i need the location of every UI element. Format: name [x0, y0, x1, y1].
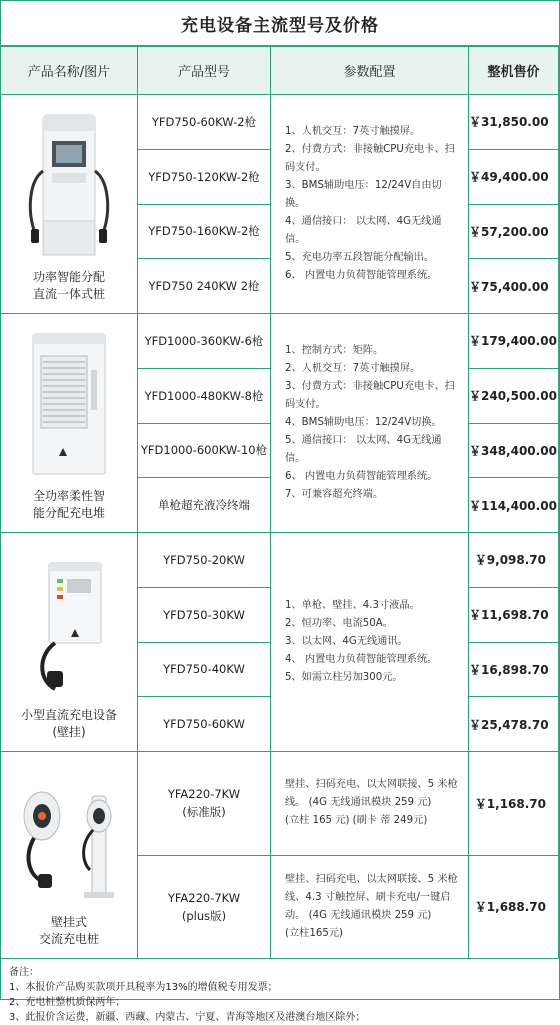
product-cell: [1, 314, 138, 533]
header-params: 参数配置: [271, 47, 469, 95]
price-cell: ￥1,688.70: [469, 855, 559, 959]
param-line: 7、可兼容超充终端。: [285, 489, 384, 500]
param-line: 2、恒功率、电流50A。: [285, 618, 393, 629]
note-line: 2、充电桩整机质保两年；: [9, 997, 126, 1008]
param-line: (立柱165元): [285, 927, 343, 939]
price-cell: ￥1,168.70: [469, 752, 559, 856]
page-title: 充电设备主流型号及价格: [1, 1, 559, 46]
note-line: 3、此报价含运费，新疆、西藏、内蒙古、宁夏、青海等地区及港澳台地区除外；: [9, 1012, 366, 1023]
product-cell: [1, 95, 138, 314]
product-name-line1: 壁挂式: [50, 915, 87, 929]
price-cell: ￥179,400.00: [469, 314, 559, 369]
params-cell: [271, 752, 469, 856]
param-line: 1、人机交互：7英寸触摸屏。: [285, 126, 421, 137]
price-cell: ￥57,200.00: [469, 204, 559, 259]
params-cell: [271, 314, 469, 533]
product-name-line2: (壁挂): [52, 725, 86, 739]
model-line1: YFA220-7KW: [167, 890, 241, 905]
header-price: 整机售价: [469, 47, 559, 95]
table-header-row: [1, 47, 559, 95]
header-product: 产品名称/图片: [1, 47, 138, 95]
model-cell: YFD1000-600KW-10枪: [138, 423, 271, 478]
table-row: [1, 533, 559, 588]
product-name-line2: 交流充电桩: [38, 932, 99, 946]
price-table: [0, 46, 559, 959]
model-cell: YFD750-30KW: [138, 587, 271, 642]
model-cell: YFD1000-360KW-6枪: [138, 314, 271, 369]
model-cell: [138, 752, 271, 856]
model-cell: YFD750 240KW 2枪: [138, 259, 271, 314]
product-name-line1: 小型直流充电设备: [20, 708, 117, 722]
price-cell: ￥49,400.00: [469, 149, 559, 204]
price-cell: ￥114,400.00: [469, 478, 559, 533]
ac-charger-icon: [14, 786, 124, 906]
param-line: 壁挂、扫码充电、以太网联接、5 米枪线、4.3 寸触控屏、刷卡充电/一键启动。 (4G 无线通讯模块 259 元): [285, 873, 458, 921]
params-cell: [271, 855, 469, 959]
param-line: 3、以太网、4G无线通讯。: [285, 636, 408, 647]
table-row: [1, 95, 559, 150]
price-cell: ￥31,850.00: [469, 95, 559, 150]
param-line: 1、控制方式：矩阵。: [285, 345, 384, 356]
model-line2: (标准版): [182, 805, 226, 820]
notes-heading: 备注：: [9, 967, 39, 978]
price-cell: ￥11,698.70: [469, 587, 559, 642]
product-name-line2: 直流一体式桩: [32, 287, 105, 301]
table-row: [1, 314, 559, 369]
power-cabinet-icon: [19, 330, 119, 480]
product-cell: [1, 752, 138, 959]
param-line: 5、如需立柱另加300元。: [285, 672, 403, 683]
price-cell: ￥25,478.70: [469, 697, 559, 752]
param-line: 5、充电功率五段智能分配输出。: [285, 252, 435, 263]
params-cell: [271, 533, 469, 752]
param-line: 3、BMS辅助电压：12/24V自由切换。: [285, 180, 442, 209]
params-cell: [271, 95, 469, 314]
model-cell: YFD750-60KW: [138, 697, 271, 752]
param-line: 壁挂、扫码充电、以太网联接、5 米枪线。 (4G 无线通讯模块 259 元): [285, 779, 458, 809]
product-name-line1: 功率智能分配: [32, 270, 105, 284]
model-cell: YFD750-160KW-2枪: [138, 204, 271, 259]
price-cell: ￥9,098.70: [469, 533, 559, 588]
param-line: 2、付费方式：非接触CPU充电卡、扫码支付。: [285, 144, 455, 173]
model-line2: (plus版): [181, 908, 227, 923]
model-line1: YFA220-7KW: [167, 787, 241, 802]
param-line: 3、付费方式：非接触CPU充电卡、扫码支付。: [285, 381, 455, 410]
price-cell: ￥240,500.00: [469, 368, 559, 423]
param-line: 4、BMS辅助电压：12/24V切换。: [285, 417, 442, 428]
dc-charger-dual-gun-icon: [21, 111, 117, 261]
price-cell: ￥16,898.70: [469, 642, 559, 697]
price-cell: ￥348,400.00: [469, 423, 559, 478]
param-line: (立柱 165 元) (刷卡 蒂 249元): [285, 815, 428, 827]
wall-dc-charger-icon: [19, 559, 119, 699]
model-cell: [138, 855, 271, 959]
model-cell: 单枪超充液冷终端: [138, 478, 271, 533]
table-row: [1, 752, 559, 856]
note-line: 1、本报价产品购买款项开具税率为13%的增值税专用发票；: [9, 982, 278, 993]
notes: [1, 959, 559, 1025]
param-line: 6、 内置电力负荷智能管理系统。: [285, 471, 438, 482]
param-line: 4、通信接口： 以太网、4G无线通信。: [285, 216, 442, 245]
model-cell: YFD750-20KW: [138, 533, 271, 588]
product-name-line1: 全功率柔性智: [32, 489, 105, 503]
product-name-line2: 能分配充电堆: [32, 506, 105, 520]
model-cell: YFD1000-480KW-8枪: [138, 368, 271, 423]
model-cell: YFD750-120KW-2枪: [138, 149, 271, 204]
header-model: 产品型号: [138, 47, 271, 95]
model-cell: YFD750-60KW-2枪: [138, 95, 271, 150]
param-line: 6、 内置电力负荷智能管理系统。: [285, 270, 438, 281]
param-line: 2、人机交互：7英寸触摸屏。: [285, 363, 421, 374]
product-cell: [1, 533, 138, 752]
price-cell: ￥75,400.00: [469, 259, 559, 314]
model-cell: YFD750-40KW: [138, 642, 271, 697]
param-line: 1、单枪、壁挂、4.3寸液晶。: [285, 600, 420, 611]
param-line: 4、 内置电力负荷智能管理系统。: [285, 654, 438, 665]
param-line: 5、通信接口： 以太网、4G无线通信。: [285, 435, 442, 464]
